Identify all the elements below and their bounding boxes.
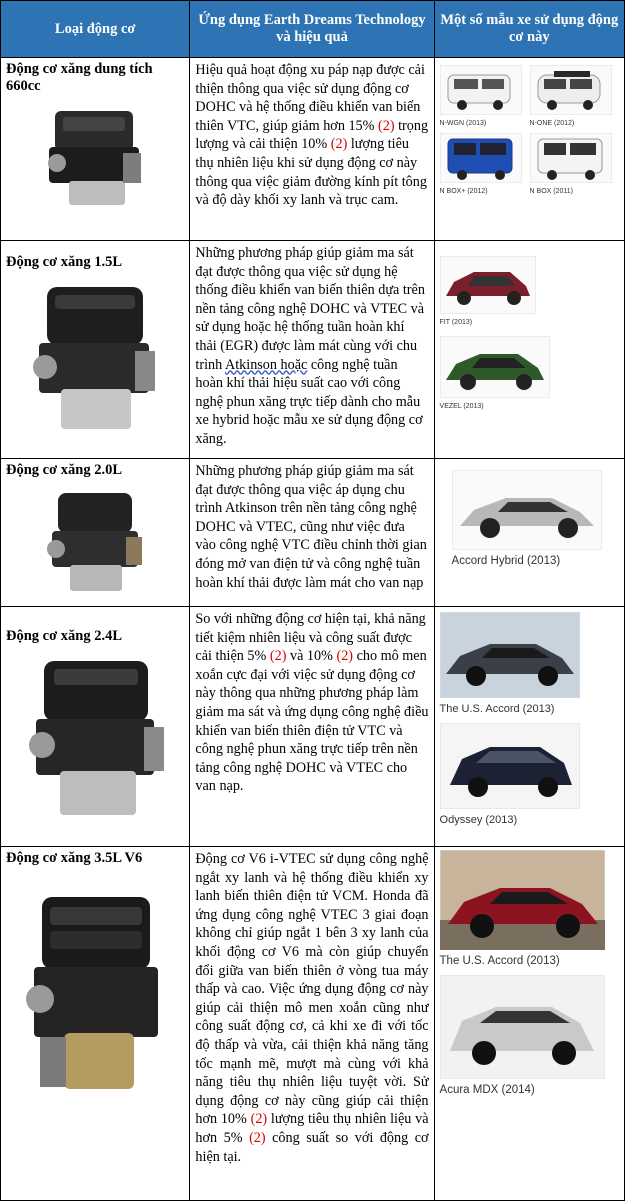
engine-image	[20, 887, 170, 1117]
description-text: và 10%	[286, 648, 337, 665]
engine-image	[35, 101, 155, 211]
car-image	[440, 336, 550, 398]
footnote-ref: (2)	[269, 648, 287, 665]
engine-type-label: Động cơ xăng dung tích 660cc	[6, 61, 153, 94]
table-row	[1, 459, 625, 607]
engine-type-label: Động cơ xăng 3.5L V6	[6, 850, 143, 866]
engine-type-label: Động cơ xăng 2.0L	[6, 462, 122, 478]
description-cell	[190, 241, 434, 459]
engine-type-label: Động cơ xăng 2.4L	[6, 628, 122, 644]
car-image	[452, 470, 602, 550]
description-text: Những phương pháp giúp giảm ma sát đạt được thông qua việc áp dụng chu trình Atkinson trên nền tảng công nghệ DOHC và VTEC, cũng như việc đưa vào công nghệ VTC điều chỉnh thời gian đóng mở van điện tử và công nghệ tuần hoàn khí thải được làm mát cho van nạp	[195, 463, 427, 591]
description-cell	[190, 459, 434, 607]
footnote-ref: (2)	[330, 136, 348, 153]
car-caption: FIT (2013)	[439, 319, 473, 326]
description-cell	[190, 58, 434, 241]
car-image	[440, 850, 605, 950]
cars-cell	[434, 58, 624, 241]
car-image	[440, 612, 580, 698]
engine-type-cell	[1, 607, 190, 847]
car-caption: N-ONE (2012)	[529, 120, 575, 127]
engine-image	[25, 277, 165, 437]
engine-type-cell	[1, 58, 190, 241]
description-text: công suất so với động cơ hiện tại.	[195, 1129, 429, 1165]
car-image	[440, 256, 536, 314]
table-row	[1, 847, 625, 1201]
table-row	[1, 241, 625, 459]
engine-image	[20, 651, 170, 821]
car-image	[440, 65, 522, 115]
car-caption: Odyssey (2013)	[439, 814, 518, 826]
description-text: lượng tiêu thụ nhiên liệu khi sử dụng động cơ này thông qua việc giảm đường kính pít tông và độ dày khối xy lanh và trục cam.	[195, 136, 427, 209]
engine-type-cell	[1, 847, 190, 1201]
header-car-models: Một số mẫu xe sử dụng động cơ này	[434, 1, 624, 58]
table-row	[1, 58, 625, 241]
header-row	[1, 1, 625, 58]
car-caption: The U.S. Accord (2013)	[439, 703, 555, 715]
car-caption: Acura MDX (2014)	[439, 1084, 535, 1096]
description-cell	[190, 847, 434, 1201]
footnote-ref: (2)	[336, 648, 354, 665]
footnote-ref: (2)	[250, 1111, 268, 1128]
car-caption: N-WGN (2013)	[439, 120, 487, 127]
cars-cell	[434, 459, 624, 607]
engine-type-label: Động cơ xăng 1.5L	[6, 254, 122, 270]
car-image	[530, 133, 612, 183]
description-text: lượng tiêu thụ nhiên liệu và hơn 5%	[195, 1111, 429, 1146]
description-cell	[190, 607, 434, 847]
footnote-ref: (2)	[378, 117, 395, 134]
car-caption: The U.S. Accord (2013)	[439, 955, 560, 967]
table-row	[1, 607, 625, 847]
engine-type-cell	[1, 459, 190, 607]
footnote-ref: (2)	[249, 1129, 266, 1146]
cars-cell	[434, 847, 624, 1201]
car-image	[440, 975, 605, 1079]
description-text: Hiệu quả hoạt động xu páp nạp được cải thiện thông qua việc sử dụng động cơ DOHC và hệ thống điều khiển van biến thiên VTC, giúp giảm hơn 15%	[195, 62, 425, 134]
description-text: trọng lượng và cải thiện 10%	[195, 117, 429, 153]
description-text: Những phương pháp giúp giảm ma sát đạt được thông qua việc sử dụng hệ thống điều khiển van biến thiên dựa trên nền tảng công nghệ DOHC và VTEC và sử dụng hoặc hệ thống tuần hoàn khí thải (EGR) được làm mát cùng với chu trình	[195, 245, 425, 373]
car-caption: Accord Hybrid (2013)	[451, 555, 561, 567]
header-engine-type: Loại động cơ	[1, 1, 190, 58]
car-image	[530, 65, 612, 115]
engine-image	[40, 485, 150, 595]
header-technology: Ứng dụng Earth Dreams Technology và hiệu quả	[190, 1, 434, 58]
car-caption: N BOX+ (2012)	[439, 188, 488, 195]
car-caption: N BOX (2011)	[529, 188, 573, 195]
description-text: So với những động cơ hiện tại, khả năng tiết kiệm nhiên liệu và công suất được cải thiện 5%	[195, 611, 426, 665]
cars-cell	[434, 607, 624, 847]
description-text: cho mô men xoắn cực đại với việc sử dụng động cơ này thông qua những phương pháp làm giảm ma sát và ứng dụng công nghệ điều khiển van biến thiên điện tử VTC và công nghệ phun xăng trực tiếp trên nền tảng công nghệ DOHC và VTEC cho van nạp.	[195, 648, 429, 795]
cars-cell	[434, 241, 624, 459]
spellcheck-underline-text: Atkinson hoặc	[224, 356, 308, 373]
engine-type-cell	[1, 241, 190, 459]
description-text: Động cơ V6 i-VTEC sử dụng công nghệ ngắt xy lanh và hệ thống điều khiển xy lanh biến thiên điện tử VCM. Honda đã ứng dụng công nghệ VTEC 3 giai đoạn không chỉ giúp ngắt 1 bên 3 xy lanh của khối động cơ V6 mà còn giúp chuyển đổi giữa van biến thiên ở vòng tua máy thấp và cao. Việc ứng dụng động cơ này giúp cải thiện mô men xoắn cũng như công suất động cơ, cả khi xe đi với tốc độ thấp và vừa, cải thiện khả năng tăng tốc mạnh mẽ, mượt mà cùng với khả năng tiêu thụ nhiên liệu tuyệt vời. Sử dụng động cơ này cũng giúp cải thiện hơn 10%	[195, 851, 429, 1128]
description-text: công nghệ tuần hoàn khí thải hiệu suất cao với công nghệ phun xăng trực tiếp dành cho mẫu xe hybrid hoặc mẫu xe sử dụng động cơ xăng.	[195, 356, 423, 447]
car-caption: VEZEL (2013)	[439, 403, 484, 410]
car-image	[440, 723, 580, 809]
car-image	[440, 133, 522, 183]
